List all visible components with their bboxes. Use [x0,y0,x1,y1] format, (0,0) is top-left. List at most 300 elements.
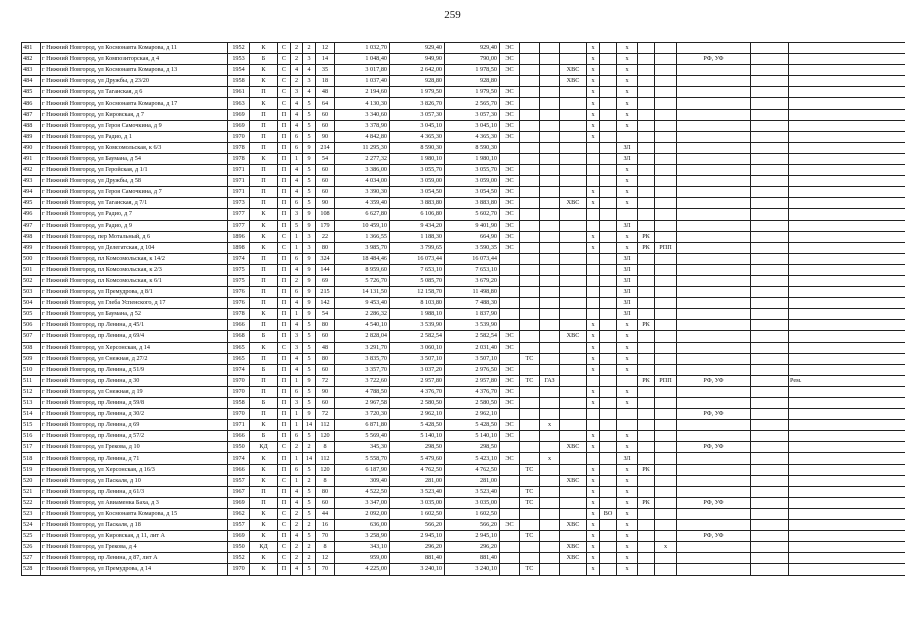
cell-extra [751,475,789,486]
cell-extra [751,553,789,564]
cell-address: г Нижний Новгород, ул Премудрова, д 8/1 [41,287,228,298]
cell-ventilation [600,464,617,475]
cell-address: г Нижний Новгород, пр Ленина, д 30 [41,375,228,386]
table-row [22,165,905,176]
cell-windows-repair [677,553,751,564]
cell-wall-material: К [250,209,278,220]
cell-extra [751,364,789,375]
cell-year: 1971 [228,165,250,176]
table-row [22,120,905,131]
cell-mark-1: х [587,475,600,486]
cell-heat-supply [520,398,540,409]
table-row [22,287,905,298]
cell-cold-water [560,497,587,508]
cell-series: П [278,198,291,209]
cell-cold-water [560,142,587,153]
cell-row-number: 514 [22,409,41,420]
cell-ventilation [600,298,617,309]
cell-extra [751,453,789,464]
cell-row-number: 502 [22,275,41,286]
cell-row-number: 485 [22,87,41,98]
cell-note [789,531,905,542]
cell-apartments: 54 [316,309,335,320]
cell-mark-1: х [587,431,600,442]
cell-wall-material: П [250,486,278,497]
cell-row-number: 512 [22,386,41,397]
cell-entrances: 4 [291,497,303,508]
cell-row-number: 522 [22,497,41,508]
cell-heat-supply [520,542,540,553]
cell-electric-supply: ЭС [500,87,520,98]
cell-note [789,420,905,431]
cell-mark-1 [587,375,600,386]
cell-total-area: 2 967,58 [335,398,390,409]
cell-address: г Нижний Новгород, ул Паскаля, д 10 [41,475,228,486]
cell-total-area: 4 788,50 [335,386,390,397]
table-row [22,364,905,375]
cell-series: С [278,520,291,531]
cell-private-area: 2 582,54 [445,331,500,342]
cell-series: С [278,342,291,353]
cell-mark-2: х [617,398,638,409]
cell-heat-supply [520,298,540,309]
cell-windows-repair [677,220,751,231]
cell-series: П [278,409,291,420]
cell-mark-2: ЗЛ [617,220,638,231]
cell-cold-water [560,486,587,497]
cell-address: г Нижний Новгород, ул Композиторская, д 4 [41,54,228,65]
cell-wall-material: Б [250,398,278,409]
table-row [22,87,905,98]
cell-windows-repair [677,142,751,153]
cell-series: П [278,109,291,120]
cell-year: 1968 [228,331,250,342]
cell-cold-water [560,398,587,409]
cell-mark-1: х [587,353,600,364]
cell-roof-repair [638,287,655,298]
cell-extra [751,542,789,553]
cell-floors: 4 [303,65,316,76]
cell-cold-water [560,187,587,198]
cell-wall-material: К [250,153,278,164]
cell-wall-material: П [250,275,278,286]
cell-mark-1: х [587,242,600,253]
cell-roof-repair [638,98,655,109]
cell-floors: 5 [303,187,316,198]
cell-address: г Нижний Новгород, ул Радио, д 9 [41,220,228,231]
cell-extra [751,309,789,320]
cell-roof-repair [638,353,655,364]
cell-total-area: 2 828,04 [335,331,390,342]
cell-wall-material: Б [250,54,278,65]
cell-note [789,497,905,508]
cell-note [789,309,905,320]
cell-living-area: 2 962,10 [390,409,445,420]
cell-windows-repair [677,475,751,486]
cell-facade-repair [655,198,677,209]
cell-total-area: 3 720,30 [335,409,390,420]
cell-row-number: 528 [22,564,41,575]
cell-private-area: 928,80 [445,76,500,87]
cell-heat-supply [520,209,540,220]
cell-heat-supply [520,187,540,198]
cell-heat-supply [520,87,540,98]
cell-mark-2: х [617,508,638,519]
cell-living-area: 1 602,50 [390,508,445,519]
cell-address: г Нижний Новгород, ул Глеба Успенского, д 17 [41,298,228,309]
cell-electric-supply: ЭС [500,198,520,209]
cell-wall-material: К [250,564,278,575]
cell-apartments: 35 [316,65,335,76]
cell-floors: 9 [303,253,316,264]
cell-note [789,398,905,409]
cell-total-area: 3 357,70 [335,364,390,375]
cell-extra [751,98,789,109]
cell-ventilation [600,153,617,164]
cell-year: 1971 [228,420,250,431]
cell-cold-water [560,242,587,253]
cell-total-area: 6 871,80 [335,420,390,431]
cell-extra [751,54,789,65]
cell-living-area: 296,20 [390,542,445,553]
cell-entrances: 4 [291,165,303,176]
cell-private-area: 1 979,50 [445,87,500,98]
cell-floors: 5 [303,464,316,475]
cell-private-area: 298,50 [445,442,500,453]
cell-gas-supply [540,98,560,109]
cell-facade-repair [655,508,677,519]
cell-mark-2: х [617,442,638,453]
cell-mark-2: х [617,542,638,553]
cell-wall-material: П [250,353,278,364]
cell-floors: 5 [303,497,316,508]
cell-cold-water [560,253,587,264]
cell-windows-repair [677,264,751,275]
cell-extra [751,398,789,409]
cell-windows-repair [677,209,751,220]
cell-extra [751,564,789,575]
cell-wall-material: П [250,142,278,153]
cell-wall-material: К [250,98,278,109]
cell-year: 1977 [228,220,250,231]
cell-mark-2: х [617,231,638,242]
cell-living-area: 949,90 [390,54,445,65]
cell-apartments: 12 [316,553,335,564]
table-row [22,54,905,65]
cell-floors: 14 [303,453,316,464]
cell-total-area: 345,30 [335,442,390,453]
cell-facade-repair [655,220,677,231]
cell-roof-repair: РК [638,497,655,508]
cell-private-area: 2 580,50 [445,398,500,409]
cell-facade-repair [655,353,677,364]
cell-address: г Нижний Новгород, ул Снежная, д 19 [41,386,228,397]
cell-total-area: 4 225,00 [335,564,390,575]
cell-series: С [278,242,291,253]
cell-private-area: 4 376,70 [445,386,500,397]
cell-private-area: 3 057,30 [445,109,500,120]
cell-ventilation [600,142,617,153]
cell-note [789,120,905,131]
cell-wall-material: К [250,453,278,464]
cell-cold-water [560,342,587,353]
cell-facade-repair [655,497,677,508]
cell-roof-repair [638,109,655,120]
cell-living-area: 3 826,70 [390,98,445,109]
cell-entrances: 4 [291,264,303,275]
cell-cold-water [560,409,587,420]
cell-cold-water: ХВС [560,65,587,76]
cell-note [789,275,905,286]
cell-roof-repair [638,520,655,531]
cell-living-area: 3 045,10 [390,120,445,131]
cell-note [789,87,905,98]
cell-heat-supply [520,342,540,353]
cell-living-area: 2 580,50 [390,398,445,409]
cell-entrances: 4 [291,320,303,331]
cell-entrances: 1 [291,475,303,486]
cell-facade-repair: РПП [655,375,677,386]
cell-year: 1953 [228,54,250,65]
cell-windows-repair [677,320,751,331]
cell-private-area: 3 539,90 [445,320,500,331]
cell-address: г Нижний Новгород, ул Кировская, д 11, лит А [41,531,228,542]
cell-address: г Нижний Новгород, ул Космонавта Комарова, д 11 [41,43,228,54]
cell-floors: 5 [303,109,316,120]
cell-gas-supply [540,342,560,353]
cell-windows-repair [677,420,751,431]
cell-windows-repair [677,309,751,320]
cell-year: 1970 [228,375,250,386]
cell-series: С [278,65,291,76]
cell-cold-water: ХВС [560,553,587,564]
table-row [22,253,905,264]
cell-row-number: 503 [22,287,41,298]
housing-register-table [21,42,905,576]
cell-roof-repair [638,309,655,320]
cell-apartments: 112 [316,453,335,464]
cell-gas-supply [540,520,560,531]
cell-private-area: 8 590,30 [445,142,500,153]
cell-roof-repair [638,54,655,65]
cell-roof-repair [638,253,655,264]
cell-floors: 3 [303,54,316,65]
cell-address: г Нижний Новгород, пер Мотальный, д 6 [41,231,228,242]
cell-private-area: 7 488,30 [445,298,500,309]
cell-mark-2: х [617,353,638,364]
cell-electric-supply: ЭС [500,165,520,176]
cell-cold-water [560,220,587,231]
cell-extra [751,287,789,298]
cell-facade-repair [655,331,677,342]
cell-note [789,165,905,176]
cell-series: С [278,231,291,242]
cell-windows-repair [677,198,751,209]
cell-living-area: 3 060,10 [390,342,445,353]
cell-series: С [278,54,291,65]
cell-living-area: 881,40 [390,553,445,564]
cell-mark-1 [587,420,600,431]
table-row [22,464,905,475]
cell-heat-supply: ТС [520,375,540,386]
cell-living-area: 12 158,70 [390,287,445,298]
cell-note [789,109,905,120]
cell-note [789,475,905,486]
cell-cold-water [560,320,587,331]
cell-series: П [278,220,291,231]
cell-ventilation [600,176,617,187]
cell-mark-1 [587,153,600,164]
cell-windows-repair [677,109,751,120]
cell-entrances: 6 [291,253,303,264]
cell-heat-supply: ТС [520,564,540,575]
cell-floors: 5 [303,98,316,109]
cell-address: г Нижний Новгород, ул Премудрова, д 14 [41,564,228,575]
cell-roof-repair [638,176,655,187]
table-row [22,420,905,431]
cell-living-area: 5 140,10 [390,431,445,442]
cell-apartments: 18 [316,76,335,87]
cell-floors: 9 [303,153,316,164]
cell-facade-repair [655,298,677,309]
table-row [22,231,905,242]
table-row [22,109,905,120]
cell-wall-material: П [250,109,278,120]
cell-ventilation [600,364,617,375]
cell-entrances: 4 [291,564,303,575]
cell-cold-water: ХВС [560,331,587,342]
cell-apartments: 80 [316,242,335,253]
cell-year: 1976 [228,298,250,309]
cell-electric-supply [500,309,520,320]
cell-note [789,298,905,309]
cell-address: г Нижний Новгород, ул Делегатская, д 104 [41,242,228,253]
cell-year: 1958 [228,76,250,87]
cell-entrances: 1 [291,375,303,386]
cell-year: 1961 [228,87,250,98]
cell-total-area: 6 627,80 [335,209,390,220]
cell-row-number: 506 [22,320,41,331]
cell-gas-supply [540,564,560,575]
cell-ventilation [600,342,617,353]
cell-row-number: 490 [22,142,41,153]
cell-mark-2: ЗЛ [617,264,638,275]
cell-extra [751,320,789,331]
cell-facade-repair [655,253,677,264]
cell-total-area: 1 037,40 [335,76,390,87]
cell-cold-water [560,564,587,575]
cell-electric-supply: ЭС [500,520,520,531]
cell-note [789,220,905,231]
cell-gas-supply: х [540,453,560,464]
cell-entrances: 2 [291,43,303,54]
cell-living-area: 3 035,00 [390,497,445,508]
cell-heat-supply [520,65,540,76]
cell-note [789,508,905,519]
cell-entrances: 3 [291,209,303,220]
cell-private-area: 5 602,70 [445,209,500,220]
cell-total-area: 2 277,32 [335,153,390,164]
cell-gas-supply [540,464,560,475]
cell-private-area: 1 602,50 [445,508,500,519]
cell-row-number: 494 [22,187,41,198]
cell-living-area: 4 762,50 [390,464,445,475]
table-row [22,342,905,353]
cell-mark-2: х [617,497,638,508]
cell-private-area: 1 978,50 [445,65,500,76]
cell-year: 1970 [228,131,250,142]
cell-gas-supply [540,275,560,286]
table-row [22,398,905,409]
cell-gas-supply [540,43,560,54]
cell-apartments: 8 [316,542,335,553]
cell-entrances: 5 [291,220,303,231]
cell-mark-1 [587,264,600,275]
cell-row-number: 519 [22,464,41,475]
cell-gas-supply [540,486,560,497]
cell-ventilation [600,375,617,386]
cell-year: 1966 [228,464,250,475]
table-row [22,331,905,342]
cell-electric-supply [500,542,520,553]
cell-mark-2: х [617,464,638,475]
cell-wall-material: К [250,520,278,531]
cell-row-number: 520 [22,475,41,486]
cell-note [789,486,905,497]
cell-heat-supply [520,76,540,87]
table-row [22,564,905,575]
cell-entrances: 1 [291,409,303,420]
cell-cold-water [560,309,587,320]
cell-address: г Нижний Новгород, пр Ленина, д 51/9 [41,364,228,375]
cell-floors: 5 [303,486,316,497]
cell-floors: 5 [303,564,316,575]
table-row [22,486,905,497]
cell-heat-supply [520,442,540,453]
cell-facade-repair [655,309,677,320]
table-row [22,320,905,331]
cell-heat-supply: ТС [520,464,540,475]
cell-row-number: 501 [22,264,41,275]
cell-apartments: 215 [316,287,335,298]
cell-ventilation [600,242,617,253]
cell-cold-water [560,275,587,286]
table-row [22,98,905,109]
table-row [22,298,905,309]
cell-address: г Нижний Новгород, ул Таганская, д 6 [41,87,228,98]
cell-year: 1967 [228,486,250,497]
cell-heat-supply [520,453,540,464]
cell-mark-2 [617,209,638,220]
cell-total-area: 959,00 [335,553,390,564]
cell-mark-2: х [617,43,638,54]
cell-roof-repair [638,342,655,353]
cell-year: 1954 [228,65,250,76]
cell-extra [751,342,789,353]
cell-roof-repair [638,553,655,564]
cell-series: П [278,120,291,131]
cell-facade-repair [655,109,677,120]
cell-total-area: 3 835,70 [335,353,390,364]
cell-address: г Нижний Новгород, пр Ленина, д 87, лит А [41,553,228,564]
cell-wall-material: П [250,386,278,397]
cell-roof-repair [638,209,655,220]
cell-ventilation [600,54,617,65]
cell-cold-water [560,165,587,176]
cell-apartments: 22 [316,231,335,242]
page-number: 259 [444,9,461,21]
cell-gas-supply [540,475,560,486]
